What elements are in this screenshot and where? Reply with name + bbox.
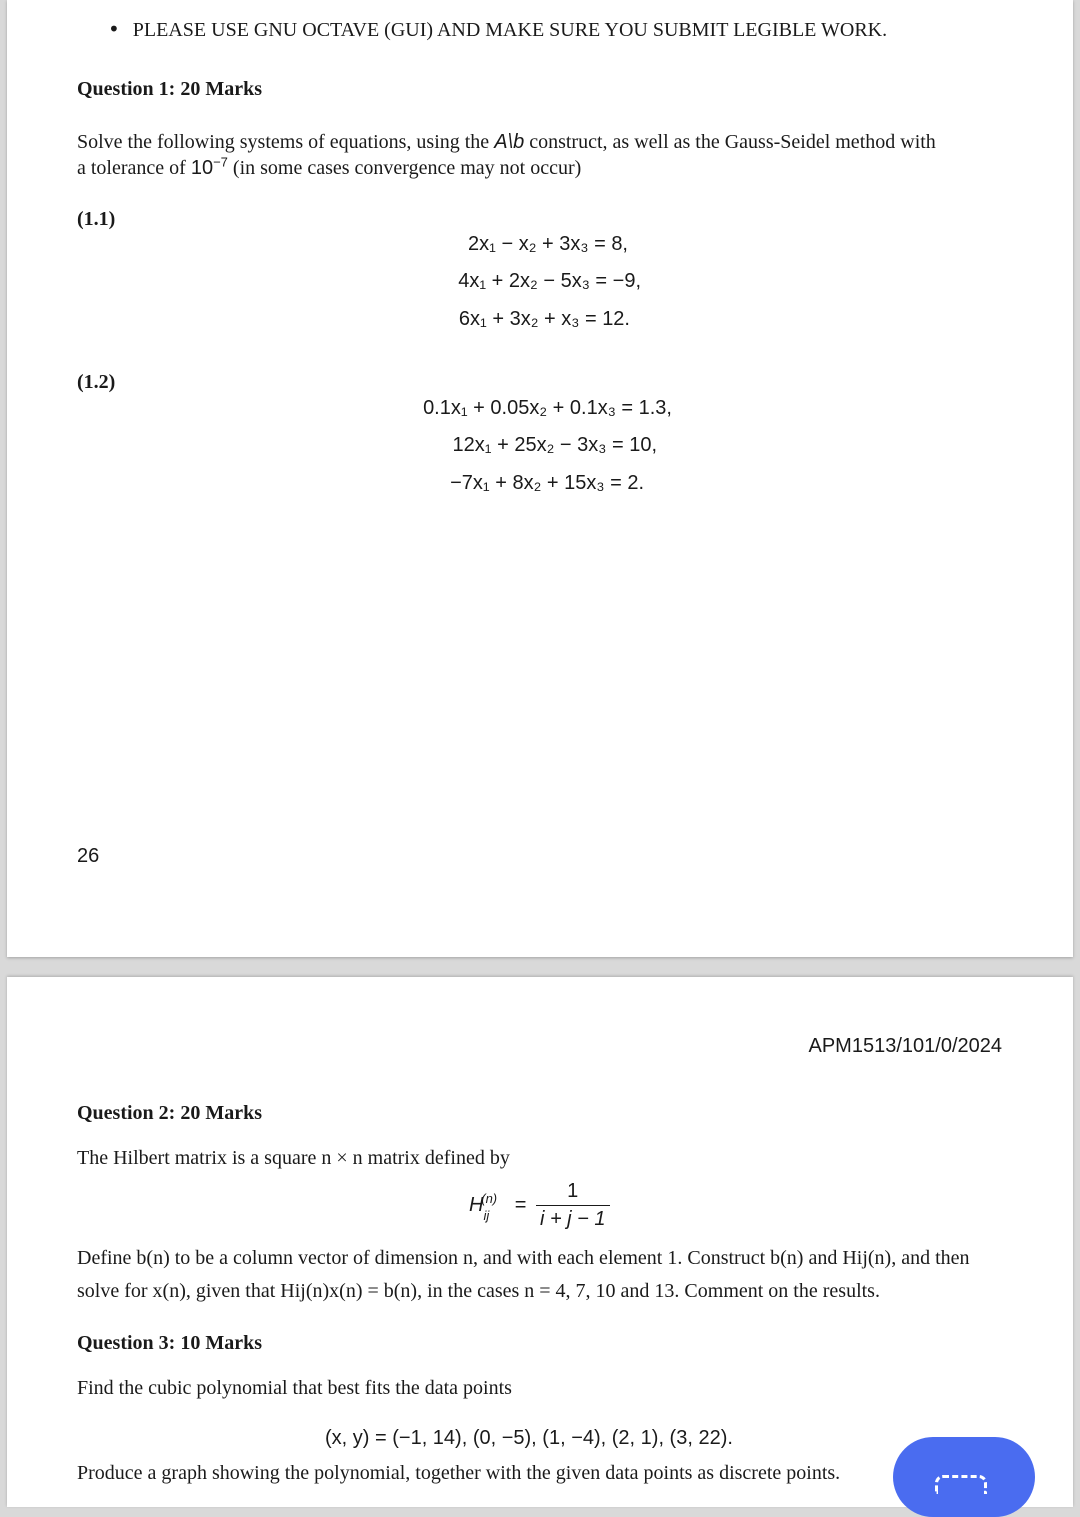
keyboard-icon	[935, 1475, 987, 1494]
system-1-2-eq-3: −7x₁ + 8x₂ + 15x₃ = 2.	[450, 472, 644, 494]
question-1-intro-line-2: a tolerance of $10^{-7}$ (in some cases convergence may not occur)	[77, 154, 582, 179]
question-3-graph-instruction: Produce a graph showing the polynomial, together with the given data points as discrete points.	[77, 1462, 841, 1484]
equals-sign: =	[514, 1193, 527, 1216]
hilbert-fraction: $\frac{1}{i + j - 1}$	[536, 1180, 610, 1231]
floating-action-button[interactable]	[893, 1437, 1035, 1517]
document-code: APM1513/101/0/2024	[808, 1035, 1002, 1057]
backslash-construct: A\b	[494, 131, 525, 153]
question-2-line-2: solve for x(n), given that Hij(n)x(n) = b(n), in the cases n = 4, 7, 10 and 13. Comment on the results.	[77, 1280, 880, 1302]
hilbert-symbol: $H_{ij}^{(n)}$	[469, 1191, 498, 1223]
question-1-heading: Question 1: 20 Marks	[77, 78, 262, 100]
system-1-1-eq-3: 6x₁ + 3x₂ + x₃ = 12.	[458, 308, 630, 330]
document-page-2	[7, 977, 1073, 1507]
question-2-heading: Question 2: 20 Marks	[77, 1102, 262, 1124]
question-1-intro-line-1: Solve the following systems of equations, using the A\b construct, as well as the Gauss-Seidel method with	[77, 131, 936, 153]
page-number: 26	[77, 845, 100, 867]
label-1-2: (1.2)	[77, 371, 116, 393]
system-1-1-eq-1: 2x₁ − x₂ + 3x₃ = 8,	[468, 233, 628, 255]
data-points: (x, y) = (−1, 14), (0, −5), (1, −4), (2, 1), (3, 22).	[325, 1427, 733, 1449]
label-1-1: (1.1)	[77, 208, 116, 230]
question-3-heading: Question 3: 10 Marks	[77, 1332, 262, 1354]
system-1-2-eq-1: 0.1x₁ + 0.05x₂ + 0.1x₃ = 1.3,	[423, 397, 672, 419]
system-1-2-eq-2: 12x₁ + 25x₂ − 3x₃ = 10,	[452, 434, 657, 456]
question-2-line-1: Define b(n) to be a column vector of dimension n, and with each element 1. Construct b(n) and Hij(n), and then	[77, 1247, 970, 1269]
tolerance-value: $10^{-7}$	[190, 154, 228, 179]
question-2-intro: The Hilbert matrix is a square n × n matrix defined by	[77, 1147, 510, 1169]
bullet-dot: •	[108, 17, 120, 41]
hilbert-formula	[469, 1180, 610, 1231]
system-1-1-eq-2: 4x₁ + 2x₂ − 5x₃ = −9,	[458, 270, 641, 292]
question-3-intro: Find the cubic polynomial that best fits the data points	[77, 1377, 512, 1399]
document-page-1	[7, 0, 1073, 957]
instruction-bullet: • PLEASE USE GNU OCTAVE (GUI) AND MAKE SURE YOU SUBMIT LEGIBLE WORK.	[108, 17, 888, 41]
